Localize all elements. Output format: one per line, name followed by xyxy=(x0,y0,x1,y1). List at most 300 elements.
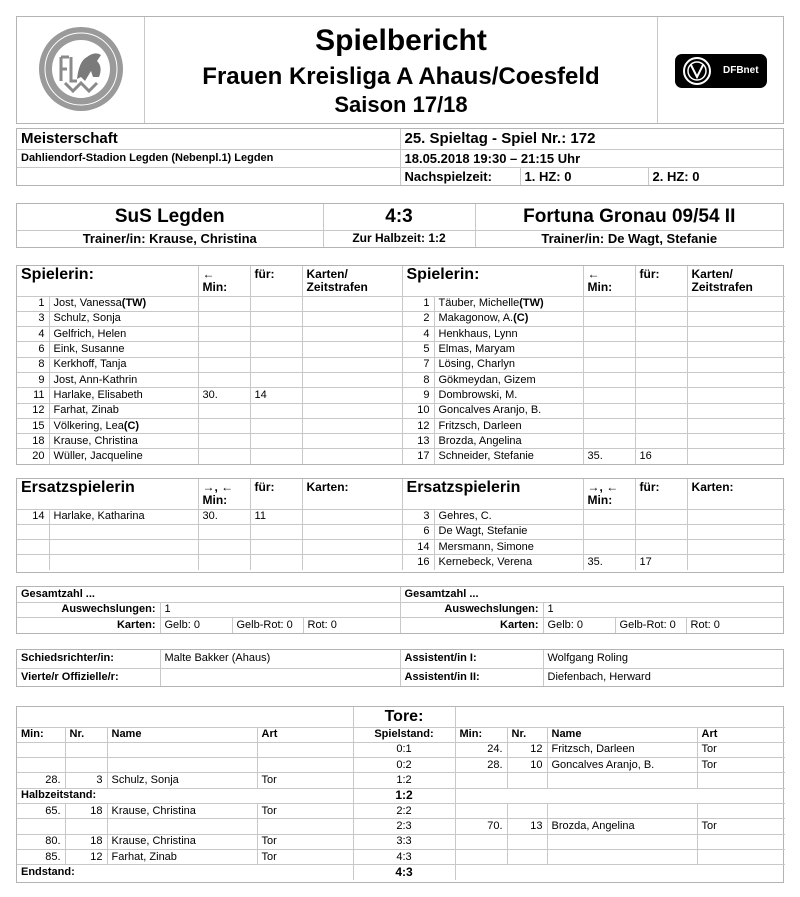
home-player-sub-minute xyxy=(198,403,250,418)
away-sub-number: 3 xyxy=(402,509,434,524)
home-sub-name xyxy=(49,524,198,539)
home-goal-type: Tor xyxy=(257,803,353,818)
home-subs-count: 1 xyxy=(160,602,400,617)
home-player-cards xyxy=(302,449,402,464)
home-goal-minute: 85. xyxy=(17,849,65,864)
away-sub-name: Kernebeck, Verena xyxy=(434,555,583,570)
stoppage-half1: 1. HZ: 0 xyxy=(520,167,648,185)
home-player-sub-minute: 30. xyxy=(198,388,250,403)
home-goal-type xyxy=(257,742,353,757)
away-goal-type: Tor xyxy=(697,819,785,834)
away-player-cards xyxy=(687,372,785,387)
halftime-label: Halbzeitstand: xyxy=(17,788,353,803)
away-sub-name: Gehres, C. xyxy=(434,509,583,524)
player-name: Henkhaus, Lynn xyxy=(438,327,518,340)
home-sub-for xyxy=(250,524,302,539)
home-player-cards xyxy=(302,311,402,326)
home-goal-type xyxy=(257,758,353,773)
home-yellow-red: Gelb-Rot: 0 xyxy=(232,618,303,633)
away-player-number: 4 xyxy=(402,327,434,342)
match-datetime: 18.05.2018 19:30 – 21:15 Uhr xyxy=(400,149,783,167)
away-coach: Trainer/in: De Wagt, Stefanie xyxy=(475,230,783,247)
away-player-name xyxy=(434,357,583,372)
player-name: Eink, Susanne xyxy=(53,343,125,356)
away-goal-number: 12 xyxy=(507,742,547,757)
away-sub-minute xyxy=(583,524,635,539)
away-goal-minute xyxy=(455,834,507,849)
home-sub-minute: 30. xyxy=(198,509,250,524)
home-sub-number xyxy=(17,540,49,555)
lineup-row xyxy=(17,342,785,357)
home-player-sub-for xyxy=(250,434,302,449)
halftime-row xyxy=(17,788,785,803)
player-name: Täuber, Michelle xyxy=(438,297,520,310)
totals xyxy=(16,586,784,634)
away-player-number: 12 xyxy=(402,418,434,433)
player-role-tag: (C) xyxy=(513,312,529,325)
cards-label: Karten/ xyxy=(306,267,348,281)
lineup-row xyxy=(17,418,785,433)
running-score: 2:3 xyxy=(353,819,455,834)
away-player-sub-for: 16 xyxy=(635,449,687,464)
lineup-row xyxy=(17,311,785,326)
home-goal-scorer: Farhat, Zinab xyxy=(107,849,257,864)
sub-row xyxy=(17,555,785,570)
away-player-cards xyxy=(687,449,785,464)
home-player-cards xyxy=(302,388,402,403)
col-home-name: Name xyxy=(107,727,257,742)
player-name: Wüller, Jacqueline xyxy=(53,450,143,463)
player-name: Gökmeydan, Gizem xyxy=(438,373,536,386)
goal-row xyxy=(17,849,785,864)
away-player-number: 1 xyxy=(402,296,434,311)
goals xyxy=(16,706,784,883)
home-player-sub-for xyxy=(250,296,302,311)
arrows-icon: →, ← xyxy=(587,480,619,494)
player-name: Harlake, Elisabeth xyxy=(53,388,143,401)
away-goal-minute xyxy=(455,803,507,818)
home-goal-number: 18 xyxy=(65,803,107,818)
home-player-sub-for: 14 xyxy=(250,388,302,403)
referee-label: Schiedsrichter/in: xyxy=(17,650,160,668)
running-score: 0:1 xyxy=(353,742,455,757)
lineup-row xyxy=(17,449,785,464)
player-name: Brozda, Angelina xyxy=(438,434,522,447)
home-sub-name xyxy=(49,555,198,570)
lineup-row xyxy=(17,327,785,342)
player-name: Schulz, Sonja xyxy=(53,312,121,325)
lineup-row xyxy=(17,296,785,311)
arrow-left-icon: ← xyxy=(202,267,215,281)
away-yellow-red: Gelb-Rot: 0 xyxy=(615,618,686,633)
home-player-sub-minute xyxy=(198,434,250,449)
away-player-sub-for xyxy=(635,357,687,372)
halftime-score: Zur Halbzeit: 1:2 xyxy=(323,230,475,247)
away-goal-number xyxy=(507,803,547,818)
home-sub-header: Ersatzspielerin xyxy=(17,479,198,509)
away-cards-header xyxy=(687,266,785,296)
away-player-name xyxy=(434,327,583,342)
matchday: 25. Spieltag - Spiel Nr.: 172 xyxy=(400,129,783,149)
away-player-sub-minute xyxy=(583,388,635,403)
home-cards-label: Karten: xyxy=(17,618,160,633)
dfbnet-logo xyxy=(657,17,783,123)
away-sub-for xyxy=(635,524,687,539)
player-name: Lösing, Charlyn xyxy=(438,358,515,371)
home-player-cards xyxy=(302,296,402,311)
home-for-header: für: xyxy=(250,266,302,296)
col-away-min: Min: xyxy=(455,727,507,742)
lineup-row xyxy=(17,403,785,418)
away-player-name xyxy=(434,342,583,357)
away-player-sub-minute xyxy=(583,327,635,342)
home-sub-cards xyxy=(302,540,402,555)
home-goal-scorer: Krause, Christina xyxy=(107,803,257,818)
home-sub-number xyxy=(17,555,49,570)
home-player-number: 4 xyxy=(17,327,49,342)
away-sub-number: 16 xyxy=(402,555,434,570)
player-name: Jost, Ann-Kathrin xyxy=(53,373,138,386)
away-goal-minute: 28. xyxy=(455,758,507,773)
away-player-sub-for xyxy=(635,434,687,449)
col-score: Spielstand: xyxy=(353,727,455,742)
lineup-row xyxy=(17,357,785,372)
home-goal-type: Tor xyxy=(257,773,353,788)
home-cards-header xyxy=(302,266,402,296)
away-player-number: 9 xyxy=(402,388,434,403)
home-player-cards xyxy=(302,372,402,387)
away-sub-header: Ersatzspielerin xyxy=(402,479,583,509)
final-score: 4:3 xyxy=(323,204,475,230)
away-subs-count: 1 xyxy=(543,602,783,617)
away-goal-type xyxy=(697,773,785,788)
home-player-sub-for xyxy=(250,403,302,418)
away-sub-minute xyxy=(583,509,635,524)
player-name: Elmas, Maryam xyxy=(438,343,515,356)
home-coach: Trainer/in: Krause, Christina xyxy=(17,230,323,247)
home-goal-minute: 28. xyxy=(17,773,65,788)
final-label: Endstand: xyxy=(17,865,353,880)
home-goal-number: 3 xyxy=(65,773,107,788)
assistant2-name: Diefenbach, Herward xyxy=(543,668,783,686)
home-sub-for-header: für: xyxy=(250,479,302,509)
away-sub-name: De Wagt, Stefanie xyxy=(434,524,583,539)
home-player-sub-minute xyxy=(198,342,250,357)
referee-name: Malte Bakker (Ahaus) xyxy=(160,650,400,668)
goal-row xyxy=(17,773,785,788)
home-player-cards xyxy=(302,403,402,418)
player-name: Farhat, Zinab xyxy=(53,404,119,417)
away-goal-number: 13 xyxy=(507,819,547,834)
running-score: 0:2 xyxy=(353,758,455,773)
goals-title: Tore: xyxy=(353,707,455,727)
min-label: Min: xyxy=(587,280,613,294)
min-label: Min: xyxy=(587,493,613,507)
home-player-name xyxy=(49,403,198,418)
away-player-sub-minute xyxy=(583,434,635,449)
away-player-name xyxy=(434,372,583,387)
away-player-sub-for xyxy=(635,388,687,403)
home-goal-type: Tor xyxy=(257,849,353,864)
away-yellow: Gelb: 0 xyxy=(543,618,615,633)
home-player-sub-minute xyxy=(198,296,250,311)
away-sub-min-header xyxy=(583,479,635,509)
goal-row xyxy=(17,803,785,818)
competition: Meisterschaft xyxy=(17,129,400,149)
away-player-number: 8 xyxy=(402,372,434,387)
home-player-number: 11 xyxy=(17,388,49,403)
away-player-name xyxy=(434,403,583,418)
goal-row xyxy=(17,758,785,773)
away-goal-type: Tor xyxy=(697,742,785,757)
away-sub-for xyxy=(635,540,687,555)
away-player-number: 7 xyxy=(402,357,434,372)
away-goal-type xyxy=(697,849,785,864)
away-player-cards xyxy=(687,418,785,433)
away-player-name xyxy=(434,418,583,433)
away-player-number: 10 xyxy=(402,403,434,418)
away-player-sub-for xyxy=(635,372,687,387)
home-player-number: 9 xyxy=(17,372,49,387)
home-player-number: 15 xyxy=(17,418,49,433)
home-goal-type: Tor xyxy=(257,834,353,849)
running-score: 1:2 xyxy=(353,773,455,788)
home-sub-cards-header: Karten: xyxy=(302,479,402,509)
home-goal-number xyxy=(65,819,107,834)
player-name: Kerkhoff, Tanja xyxy=(53,358,127,371)
col-home-min: Min: xyxy=(17,727,65,742)
home-player-number: 6 xyxy=(17,342,49,357)
home-player-name xyxy=(49,418,198,433)
home-player-name xyxy=(49,327,198,342)
away-sub-minute xyxy=(583,540,635,555)
away-goal-number: 10 xyxy=(507,758,547,773)
running-score: 2:2 xyxy=(353,803,455,818)
home-sub-minute xyxy=(198,555,250,570)
home-player-number: 20 xyxy=(17,449,49,464)
away-sub-for: 17 xyxy=(635,555,687,570)
home-goal-scorer xyxy=(107,819,257,834)
home-player-sub-minute xyxy=(198,372,250,387)
away-player-sub-minute xyxy=(583,403,635,418)
goals-right-blank xyxy=(455,707,785,727)
home-goal-scorer: Schulz, Sonja xyxy=(107,773,257,788)
away-player-sub-for xyxy=(635,403,687,418)
home-player-sub-minute xyxy=(198,357,250,372)
match-info xyxy=(16,128,784,186)
arrow-left-icon: ← xyxy=(587,267,600,281)
penalties-label: Zeitstrafen xyxy=(691,280,753,294)
away-red: Rot: 0 xyxy=(686,618,783,633)
home-player-sub-for xyxy=(250,357,302,372)
home-goal-type xyxy=(257,819,353,834)
lineup-row xyxy=(17,434,785,449)
away-goal-number xyxy=(507,849,547,864)
stoppage-label: Nachspielzeit: xyxy=(400,167,520,185)
home-player-sub-for xyxy=(250,418,302,433)
goals-blank xyxy=(455,788,785,803)
player-name: Schneider, Stefanie xyxy=(438,450,534,463)
home-yellow: Gelb: 0 xyxy=(160,618,232,633)
player-name: Krause, Christina xyxy=(53,434,138,447)
lineup-row xyxy=(17,372,785,387)
away-sub-for xyxy=(635,509,687,524)
home-sub-name xyxy=(49,540,198,555)
home-sub-cards xyxy=(302,524,402,539)
away-goal-minute: 24. xyxy=(455,742,507,757)
home-red: Rot: 0 xyxy=(303,618,400,633)
away-player-cards xyxy=(687,357,785,372)
away-player-number: 13 xyxy=(402,434,434,449)
season-title: Saison 17/18 xyxy=(334,92,468,117)
home-sub-for xyxy=(250,555,302,570)
col-away-nr: Nr. xyxy=(507,727,547,742)
col-away-type: Art xyxy=(697,727,785,742)
home-sub-for xyxy=(250,540,302,555)
away-goal-type xyxy=(697,803,785,818)
away-sub-cards xyxy=(687,524,785,539)
away-player-sub-for xyxy=(635,311,687,326)
home-player-sub-for xyxy=(250,327,302,342)
away-goal-minute xyxy=(455,849,507,864)
lineup-row xyxy=(17,388,785,403)
home-player-name xyxy=(49,357,198,372)
player-name: Goncalves Aranjo, B. xyxy=(438,404,542,417)
min-label: Min: xyxy=(202,493,228,507)
away-player-sub-minute xyxy=(583,357,635,372)
goal-row xyxy=(17,834,785,849)
home-goal-number: 12 xyxy=(65,849,107,864)
player-role-tag: (TW) xyxy=(121,297,147,310)
sub-row xyxy=(17,524,785,539)
home-player-number: 18 xyxy=(17,434,49,449)
report-header xyxy=(16,16,784,124)
away-subs-label: Auswechslungen: xyxy=(400,602,543,617)
player-role-tag: (TW) xyxy=(519,297,544,310)
home-player-sub-for xyxy=(250,449,302,464)
flvw-logo xyxy=(17,17,145,123)
away-player-cards xyxy=(687,327,785,342)
col-home-type: Art xyxy=(257,727,353,742)
home-player-cards xyxy=(302,342,402,357)
away-sub-minute: 35. xyxy=(583,555,635,570)
league-title: Frauen Kreisliga A Ahaus/Coesfeld xyxy=(202,63,600,90)
away-sub-number: 6 xyxy=(402,524,434,539)
away-sub-cards-header: Karten: xyxy=(687,479,785,509)
home-player-sub-minute xyxy=(198,418,250,433)
home-goal-minute xyxy=(17,819,65,834)
home-goal-minute xyxy=(17,742,65,757)
away-team: Fortuna Gronau 09/54 II xyxy=(475,204,783,230)
player-name: Gelfrich, Helen xyxy=(53,327,127,340)
home-sub-for: 11 xyxy=(250,509,302,524)
empty-cell xyxy=(17,167,400,185)
away-player-name xyxy=(434,449,583,464)
away-player-sub-minute xyxy=(583,372,635,387)
home-player-header: Spielerin: xyxy=(17,266,198,296)
away-sub-number: 14 xyxy=(402,540,434,555)
away-player-sub-minute xyxy=(583,342,635,357)
player-name: Jost, Vanessa xyxy=(53,297,122,310)
away-player-sub-for xyxy=(635,327,687,342)
home-player-sub-minute xyxy=(198,327,250,342)
away-goal-scorer: Goncalves Aranjo, B. xyxy=(547,758,697,773)
final-row xyxy=(17,865,785,880)
away-goal-scorer: Brozda, Angelina xyxy=(547,819,697,834)
away-player-name xyxy=(434,311,583,326)
goal-row xyxy=(17,742,785,757)
lineups xyxy=(16,265,784,465)
away-sub-cards xyxy=(687,540,785,555)
goal-row xyxy=(17,819,785,834)
away-player-header: Spielerin: xyxy=(402,266,583,296)
home-player-sub-for xyxy=(250,311,302,326)
away-player-name xyxy=(434,434,583,449)
home-player-cards xyxy=(302,357,402,372)
sub-row xyxy=(17,540,785,555)
fourth-official-name xyxy=(160,668,400,686)
sub-row xyxy=(17,509,785,524)
home-sub-cards xyxy=(302,555,402,570)
venue: Dahliendorf-Stadion Legden (Nebenpl.1) Legden xyxy=(17,149,400,167)
col-home-nr: Nr. xyxy=(65,727,107,742)
away-for-header: für: xyxy=(635,266,687,296)
home-player-name xyxy=(49,449,198,464)
home-player-number: 12 xyxy=(17,403,49,418)
home-player-name xyxy=(49,434,198,449)
away-player-cards xyxy=(687,342,785,357)
stoppage-half2: 2. HZ: 0 xyxy=(648,167,783,185)
home-sub-min-header xyxy=(198,479,250,509)
away-sub-for-header: für: xyxy=(635,479,687,509)
arrows-icon: →, ← xyxy=(202,480,234,494)
assistant1-label: Assistent/in I: xyxy=(400,650,543,668)
score-box xyxy=(16,203,784,248)
officials xyxy=(16,649,784,687)
away-player-number: 5 xyxy=(402,342,434,357)
running-score: 1:2 xyxy=(353,788,455,803)
home-sub-cards xyxy=(302,509,402,524)
home-player-name xyxy=(49,296,198,311)
home-player-sub-minute xyxy=(198,311,250,326)
home-goal-number: 18 xyxy=(65,834,107,849)
home-min-header xyxy=(198,266,250,296)
player-name: Fritzsch, Darleen xyxy=(438,419,522,432)
home-subs-label: Auswechslungen: xyxy=(17,602,160,617)
away-player-sub-minute xyxy=(583,311,635,326)
away-goal-scorer xyxy=(547,803,697,818)
home-goal-scorer xyxy=(107,742,257,757)
away-player-sub-for xyxy=(635,342,687,357)
away-goal-scorer: Fritzsch, Darleen xyxy=(547,742,697,757)
player-name: Dombrowski, M. xyxy=(438,388,518,401)
away-sub-name: Mersmann, Simone xyxy=(434,540,583,555)
away-goal-scorer xyxy=(547,773,697,788)
away-goal-scorer xyxy=(547,834,697,849)
away-goal-scorer xyxy=(547,849,697,864)
away-player-cards xyxy=(687,403,785,418)
away-goal-minute: 70. xyxy=(455,819,507,834)
away-player-number: 2 xyxy=(402,311,434,326)
cards-label: Karten/ xyxy=(691,267,733,281)
home-player-sub-for xyxy=(250,372,302,387)
home-goal-minute: 65. xyxy=(17,803,65,818)
away-goal-type: Tor xyxy=(697,758,785,773)
player-name: Völkering, Lea xyxy=(53,419,124,432)
home-player-number: 3 xyxy=(17,311,49,326)
away-sub-cards xyxy=(687,555,785,570)
running-score: 4:3 xyxy=(353,865,455,880)
